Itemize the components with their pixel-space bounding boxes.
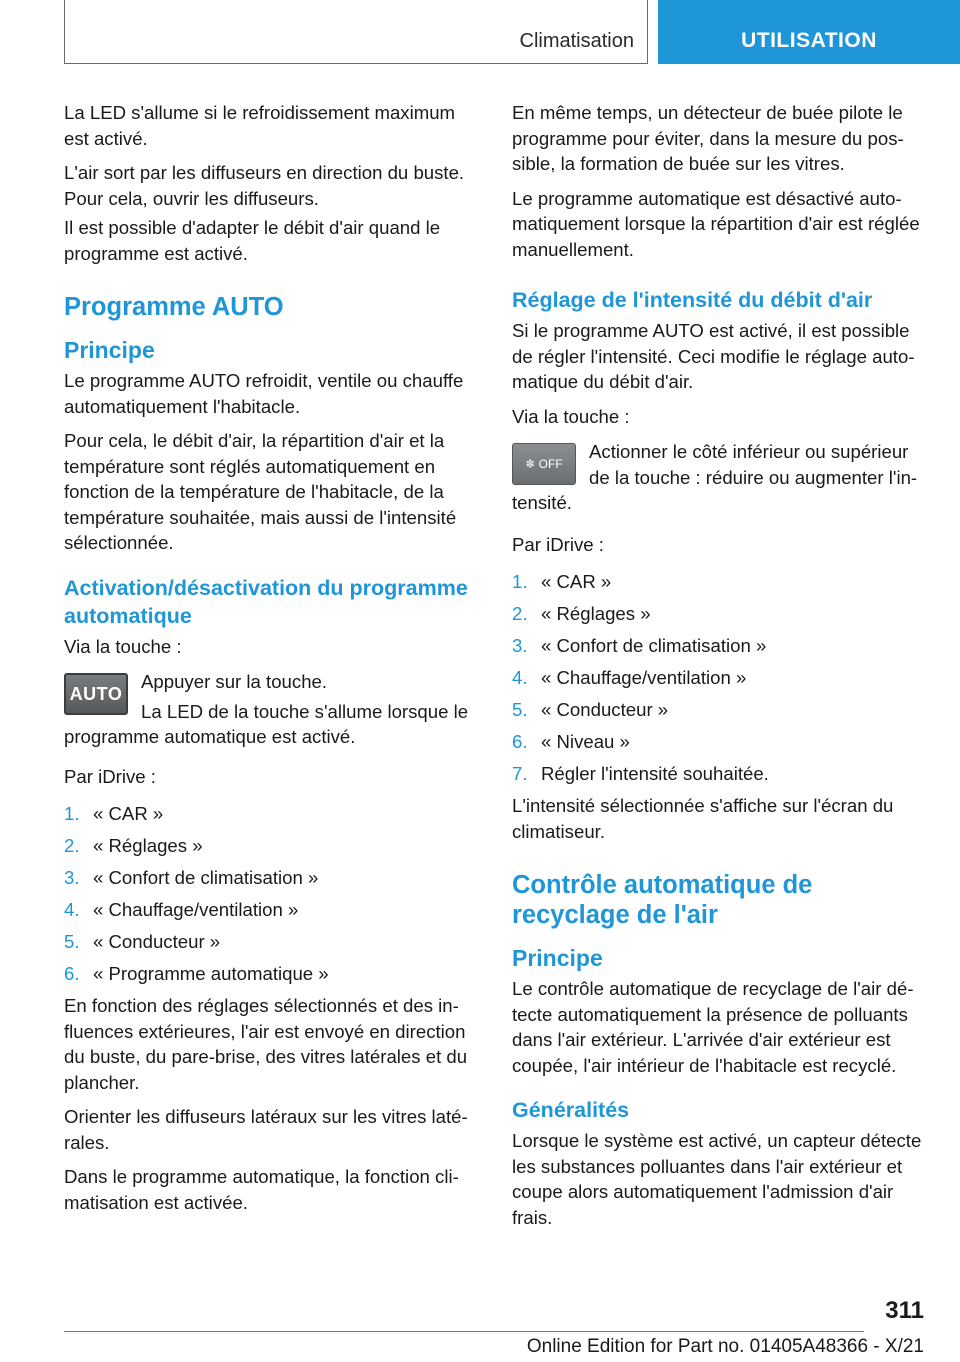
step-text: « Chauffage/ventilation » <box>93 899 299 920</box>
par-idrive-label: Par iDrive : <box>512 533 604 555</box>
step-number: 7. <box>512 763 528 784</box>
step-text: « Réglages » <box>93 835 203 856</box>
step-text: « Réglages » <box>541 603 651 624</box>
step-text: « Confort de climatisation » <box>541 635 767 656</box>
instruction-text: La LED de la touche s'allume lorsque le programme automatique est activé. <box>64 700 469 747</box>
paragraph: Si le programme AUTO est activé, il est possible de régler l'intensité. Ceci modifie le réglage automatique du débit d'air. <box>512 320 915 392</box>
paragraph: Dans le programme automatique, la fonction climatisation est activée. <box>64 1166 459 1213</box>
step-number: 1. <box>64 803 80 824</box>
step-number: 5. <box>64 931 80 952</box>
footer-edition: Online Edition for Part no. 01405A48366 - X/21 <box>526 1336 924 1357</box>
list-item <box>512 633 928 659</box>
list-item <box>512 761 928 787</box>
step-text: « Programme automatique » <box>93 963 329 984</box>
step-text: « Confort de climatisation » <box>93 867 319 888</box>
paragraph: La LED s'allume si le refroidissement maximum est activé. <box>64 102 456 149</box>
list-item <box>512 729 928 755</box>
heading-generalites: Généralités <box>512 1098 630 1122</box>
heading-controle-recyclage: Contrôle automatique de recyclage de l'air <box>512 871 813 929</box>
step-number: 2. <box>512 603 528 624</box>
list-item <box>512 601 928 627</box>
list-item <box>64 801 480 827</box>
footer-divider <box>64 1331 864 1332</box>
step-number: 6. <box>64 963 80 984</box>
step-number: 4. <box>64 899 80 920</box>
section-title: Climatisation <box>519 30 634 52</box>
chapter-tab: UTILISATION <box>658 0 960 64</box>
step-number: 5. <box>512 699 528 720</box>
list-item <box>64 865 480 891</box>
paragraph: En même temps, un détecteur de buée pilote le programme pour éviter, dans la mesure du possible, la formation de buée sur les vitres. <box>512 102 904 174</box>
paragraph: L'air sort par les diffuseurs en direction du buste. Pour cela, ouvrir les diffuseurs. <box>64 162 465 209</box>
heading-reglage-intensite: Réglage de l'intensité du débit d'air <box>512 288 873 312</box>
step-number: 3. <box>64 867 80 888</box>
step-text: « Conducteur » <box>93 931 221 952</box>
step-number: 6. <box>512 731 528 752</box>
heading-programme-auto: Programme AUTO <box>64 293 284 321</box>
step-text: « CAR » <box>541 571 612 592</box>
auto-button-instruction <box>64 669 480 750</box>
step-text: « Niveau » <box>541 731 630 752</box>
heading-principe: Principe <box>512 945 603 971</box>
paragraph: Pour cela, le débit d'air, la répartition d'air et la température sont réglés automatiquement en fonction de la température de l'habitacle, de la température souhaitée, mais aussi de l'intensité sélectionnée. <box>64 430 457 553</box>
right-column <box>512 100 928 1239</box>
instruction-text: Appuyer sur la touche. <box>141 671 328 692</box>
paragraph: En fonction des réglages sélectionnés et des influences extérieures, l'air est envoyé en direction du buste, du pare-brise, des vitres latérales et du plancher. <box>64 995 468 1093</box>
auto-button-icon: AUTO <box>64 673 128 715</box>
via-button-label: Via la touche : <box>512 405 630 427</box>
heading-activation: Activation/désactivation du programme automatique <box>64 575 468 628</box>
idrive-steps <box>512 569 928 787</box>
list-item <box>64 897 480 923</box>
list-item <box>64 929 480 955</box>
fan-intensity-button-icon: ❄ OFF <box>512 443 576 485</box>
list-item <box>512 569 928 595</box>
paragraph: Le contrôle automatique de recyclage de l'air détecte automatiquement la présence de polluants dans l'air extérieur. L'arrivée d'air extérieur est coupée, l'air intérieur de l'habitacle est recyclé. <box>512 978 914 1076</box>
step-text: « Chauffage/ventilation » <box>541 667 747 688</box>
page-number: 311 <box>885 1297 924 1324</box>
list-item <box>512 665 928 691</box>
step-number: 2. <box>64 835 80 856</box>
list-item <box>512 697 928 723</box>
via-button-label: Via la touche : <box>64 635 182 657</box>
paragraph: Le programme automatique est désactivé automatiquement lorsque la répartition d'air est réglée manuellement. <box>512 187 920 260</box>
instruction-text: Actionner le côté inférieur ou supérieur de la touche : réduire ou augmenter l'intensité. <box>512 441 918 513</box>
step-text: Régler l'intensité souhaitée. <box>541 763 769 784</box>
step-number: 4. <box>512 667 528 688</box>
list-item <box>64 961 480 987</box>
idrive-steps <box>64 801 480 987</box>
paragraph: Il est possible d'adapter le débit d'air quand le programme est activé. <box>64 217 441 264</box>
left-column <box>64 100 480 1224</box>
paragraph: Orienter les diffuseurs latéraux sur les vitres latérales. <box>64 1106 468 1153</box>
par-idrive-label: Par iDrive : <box>64 765 156 787</box>
step-text: « Conducteur » <box>541 699 669 720</box>
paragraph: Le programme AUTO refroidit, ventile ou chauffe automatiquement l'habitacle. <box>64 370 464 417</box>
paragraph: L'intensité sélectionnée s'affiche sur l'écran du climatiseur. <box>512 795 894 842</box>
heading-principe: Principe <box>64 337 155 363</box>
fan-button-instruction <box>512 439 928 516</box>
list-item <box>64 833 480 859</box>
paragraph: Lorsque le système est activé, un capteur détecte les substances polluantes dans l'air extérieur et coupe alors automatiquement l'admission d'air frais. <box>512 1130 922 1228</box>
step-number: 3. <box>512 635 528 656</box>
step-number: 1. <box>512 571 528 592</box>
step-text: « CAR » <box>93 803 164 824</box>
